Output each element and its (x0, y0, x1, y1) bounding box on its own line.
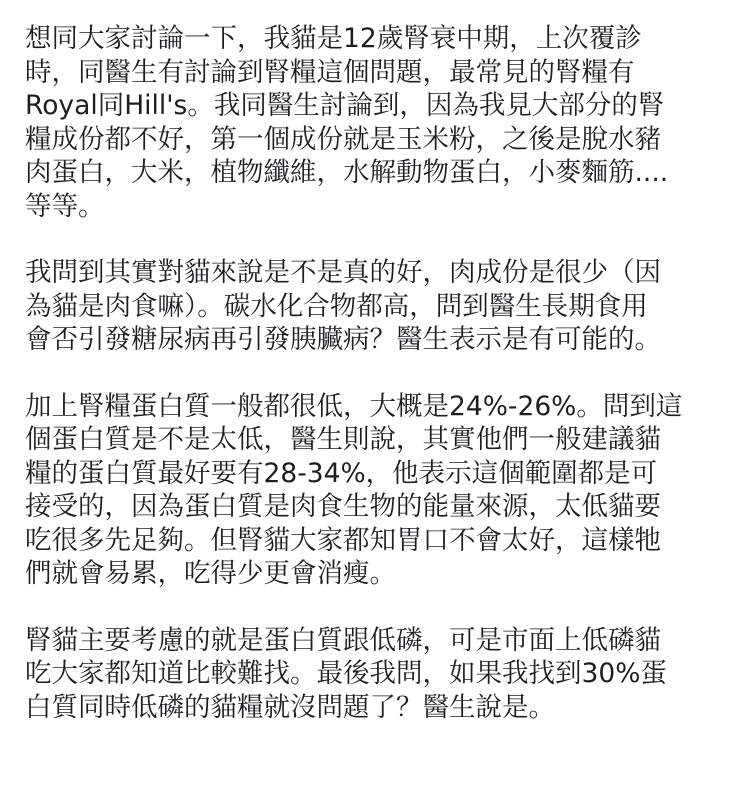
post-body (25, 22, 725, 757)
post-paragraph-1 (25, 22, 725, 223)
text-line: 糧成份都不好，第一個成份就是玉米粉，之後是脫水豬 (25, 123, 661, 155)
text-line: 我問到其實對貓來說是不是真的好，肉成份是很少（因 (25, 257, 661, 288)
text-line: 吃大家都知道比較難找。最後我問，如果我找到30%蛋 (25, 658, 667, 689)
text-line: 等等。 (25, 190, 105, 222)
text-line: 會否引發糖尿病再引發胰臟病？醫生表示是有可能的。 (25, 324, 661, 355)
post-paragraph-2 (25, 256, 725, 357)
post-paragraph-3 (25, 390, 725, 591)
text-line: 吃很多先足夠。但腎貓大家都知胃口不會太好，這樣牠 (25, 524, 661, 556)
text-line: 時，同醫生有討論到腎糧這個問題，最常見的腎糧有 (25, 56, 635, 88)
text-line: 腎貓主要考慮的就是蛋白質跟低磷，可是市面上低磷貓 (25, 624, 661, 656)
text-line: Royal同Hill's。我同醫生討論到，因為我見大部分的腎 (25, 90, 665, 121)
text-line: 糧的蛋白質最好要有28-34%，他表示這個範圍都是可 (25, 457, 658, 489)
text-line: 白質同時低磷的貓糧就沒問題了？醫生說是。 (25, 691, 555, 723)
post-paragraph-4 (25, 624, 725, 725)
text-line: 想同大家討論一下，我貓是12歲腎衰中期，上次覆診 (25, 23, 642, 54)
text-line: 們就會易累，吃得少更會消瘦。 (25, 558, 396, 589)
text-line: 接受的，因為蛋白質是肉食生物的能量來源，太低貓要 (25, 491, 661, 522)
text-line: 為貓是肉食嘛）。碳水化合物都高，問到醫生長期食用 (25, 290, 648, 322)
text-line: 加上腎糧蛋白質一般都很低，大概是24%-26%。問到這 (25, 390, 683, 422)
text-line: 肉蛋白，大米，植物纖維，水解動物蛋白，小麥麵筋.... (25, 157, 669, 188)
text-line: 個蛋白質是不是太低，醫生則說，其實他們一般建議貓 (25, 424, 661, 455)
